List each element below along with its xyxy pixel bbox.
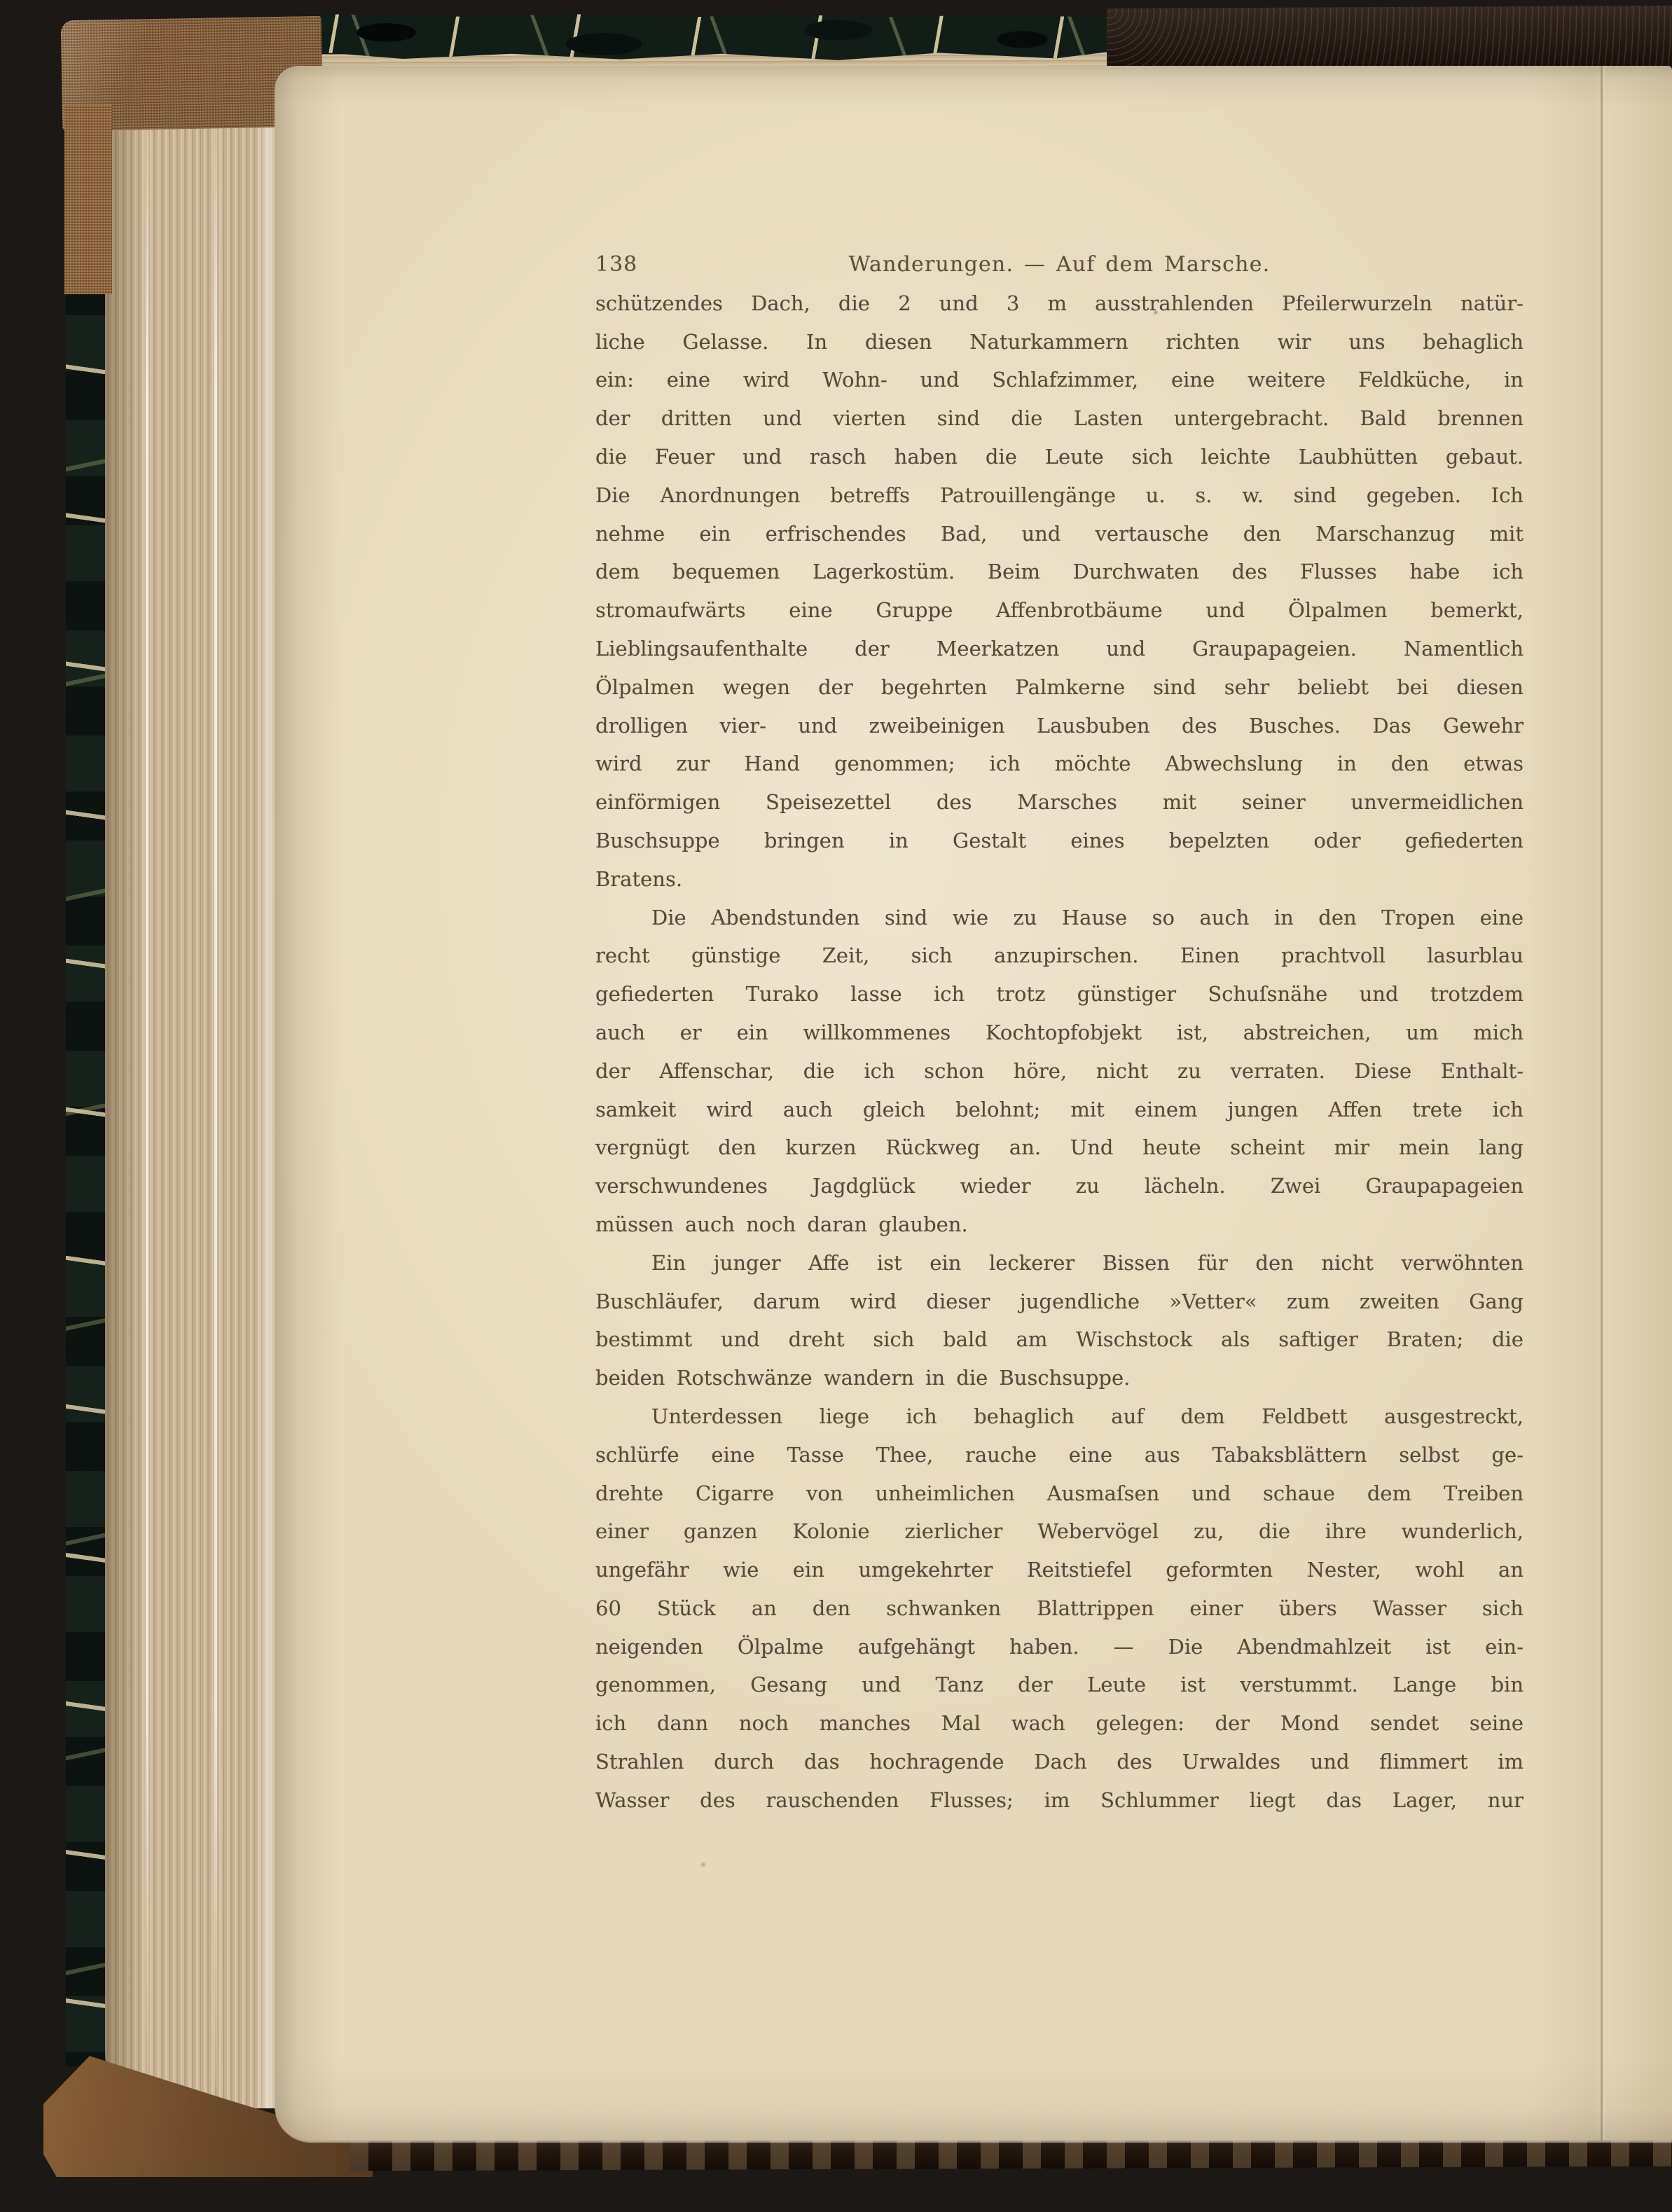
text-line: der Affenschar, die ich schon höre, nicht zu verraten. Diese Enthalt- [595,1058,1524,1083]
text-line: ich dann noch manches Mal wach gelegen: der Mond sendet seine [595,1711,1524,1736]
text-line: stromaufwärts eine Gruppe Affenbrotbäume und Ölpalmen bemerkt, [595,598,1524,623]
page-header [595,246,1524,284]
text-line: Die Anordnungen betreffs Patrouillengänge u. s. w. sind gegeben. Ich [595,483,1524,507]
text-line: ein: eine wird Wohn- und Schlafzimmer, eine weitere Feldküche, in [595,368,1524,392]
text-line: neigenden Ölpalme aufgehängt haben. — Die Abendmahlzeit ist ein- [595,1634,1524,1659]
text-line: Ein junger Affe ist ein leckerer Bissen für den nicht verwöhnten [651,1250,1524,1275]
text-line: Lieblingsaufenthalte der Meerkatzen und Graupapageien. Namentlich [595,636,1524,661]
text-line: drehte Cigarre von unheimlichen Ausmaſsen und schaue dem Treiben [595,1481,1524,1505]
text-line: Bratens. [595,866,683,891]
text-line: liche Gelasse. In diesen Naturkammern richten wir uns behaglich [595,329,1524,354]
text-line: recht günstige Zeit, sich anzupirschen. Einen prachtvoll lasurblau [595,943,1524,968]
marbled-cover-top-edge [286,14,1123,60]
text-line: Ölpalmen wegen der begehrten Palmkerne sind sehr beliebt bei diesen [595,675,1524,699]
text-line: vergnügt den kurzen Rückweg an. Und heute scheint mir mein lang [595,1135,1524,1160]
text-line: beiden Rotschwänze wandern in die Buschsuppe. [595,1366,1131,1390]
text-line: Buschläufer, darum wird dieser jugendliche »Vetter« zum zweiten Gang [595,1289,1524,1313]
text-line: dem bequemen Lagerkostüm. Beim Durchwaten des Flusses habe ich [595,560,1524,584]
text-line: einförmigen Speisezettel des Marsches mit seiner unvermeidlichen [595,790,1524,815]
cloth-cover-left-strip [64,105,112,294]
text-line: der dritten und vierten sind die Lasten untergebracht. Bald brennen [595,406,1524,431]
text-line: nehme ein erfrischendes Bad, und vertausche den Marschanzug mit [595,521,1524,546]
text-line: müssen auch noch daran glauben. [595,1212,968,1236]
marbled-cover-left-edge [66,266,109,2066]
text-line: schlürfe eine Tasse Thee, rauche eine aus Tabaksblättern selbst ge- [595,1442,1524,1467]
page-stack-fore-edge [105,84,276,2108]
text-line: samkeit wird auch gleich belohnt; mit einem jungen Affen trete ich [595,1097,1524,1121]
text-line: Buschsuppe bringen in Gestalt eines bepelzten oder gefiederten [595,828,1524,852]
body-text [595,284,1524,1820]
text-line: schützendes Dach, die 2 und 3 m ausstrahlenden Pfeilerwurzeln natür- [595,291,1524,315]
page-number: 138 [595,252,638,277]
text-line: Die Abendstunden sind wie zu Hause so auch in den Tropen eine [651,905,1524,929]
text-line: wird zur Hand genommen; ich möchte Abwechslung in den etwas [595,752,1524,776]
page-content [595,246,1524,1820]
text-line: Wasser des rauschenden Flusses; im Schlummer liegt das Lager, nur [595,1788,1524,1812]
gutter-fold-line [1600,66,1605,2141]
text-line: Strahlen durch das hochragende Dach des Urwaldes und flimmert im [595,1750,1524,1774]
page-stack-highlight [146,98,148,2087]
text-line: Unterdessen liege ich behaglich auf dem Feldbett ausgestreckt, [651,1404,1524,1428]
text-line: gefiederten Turako lasse ich trotz günstiger Schuſsnähe und trotzdem [595,982,1524,1007]
text-line: auch er ein willkommenes Kochtopfobjekt ist, abstreichen, um mich [595,1020,1524,1044]
text-line: ungefähr wie ein umgekehrter Reitstiefel geformten Nester, wohl an [595,1558,1524,1582]
text-line: einer ganzen Kolonie zierlicher Webervögel zu, die ihre wunderlich, [595,1519,1524,1544]
text-line: die Feuer und rasch haben die Leute sich leichte Laubhütten gebaut. [595,444,1524,469]
page-stack-highlight [214,98,217,2087]
text-line: drolligen vier- und zweibeinigen Lausbuben des Busches. Das Gewehr [595,713,1524,738]
text-line: 60 Stück an den schwanken Blattrippen einer übers Wasser sich [595,1596,1524,1620]
text-line: verschwundenes Jagdglück wieder zu lächeln. Zwei Graupapageien [595,1174,1524,1198]
text-line: bestimmt und dreht sich bald am Wischstock als saftiger Braten; die [595,1327,1524,1352]
text-line: genommen, Gesang und Tanz der Leute ist verstummt. Lange bin [595,1673,1524,1697]
running-header: Wanderungen. — Auf dem Marsche. [848,252,1271,277]
